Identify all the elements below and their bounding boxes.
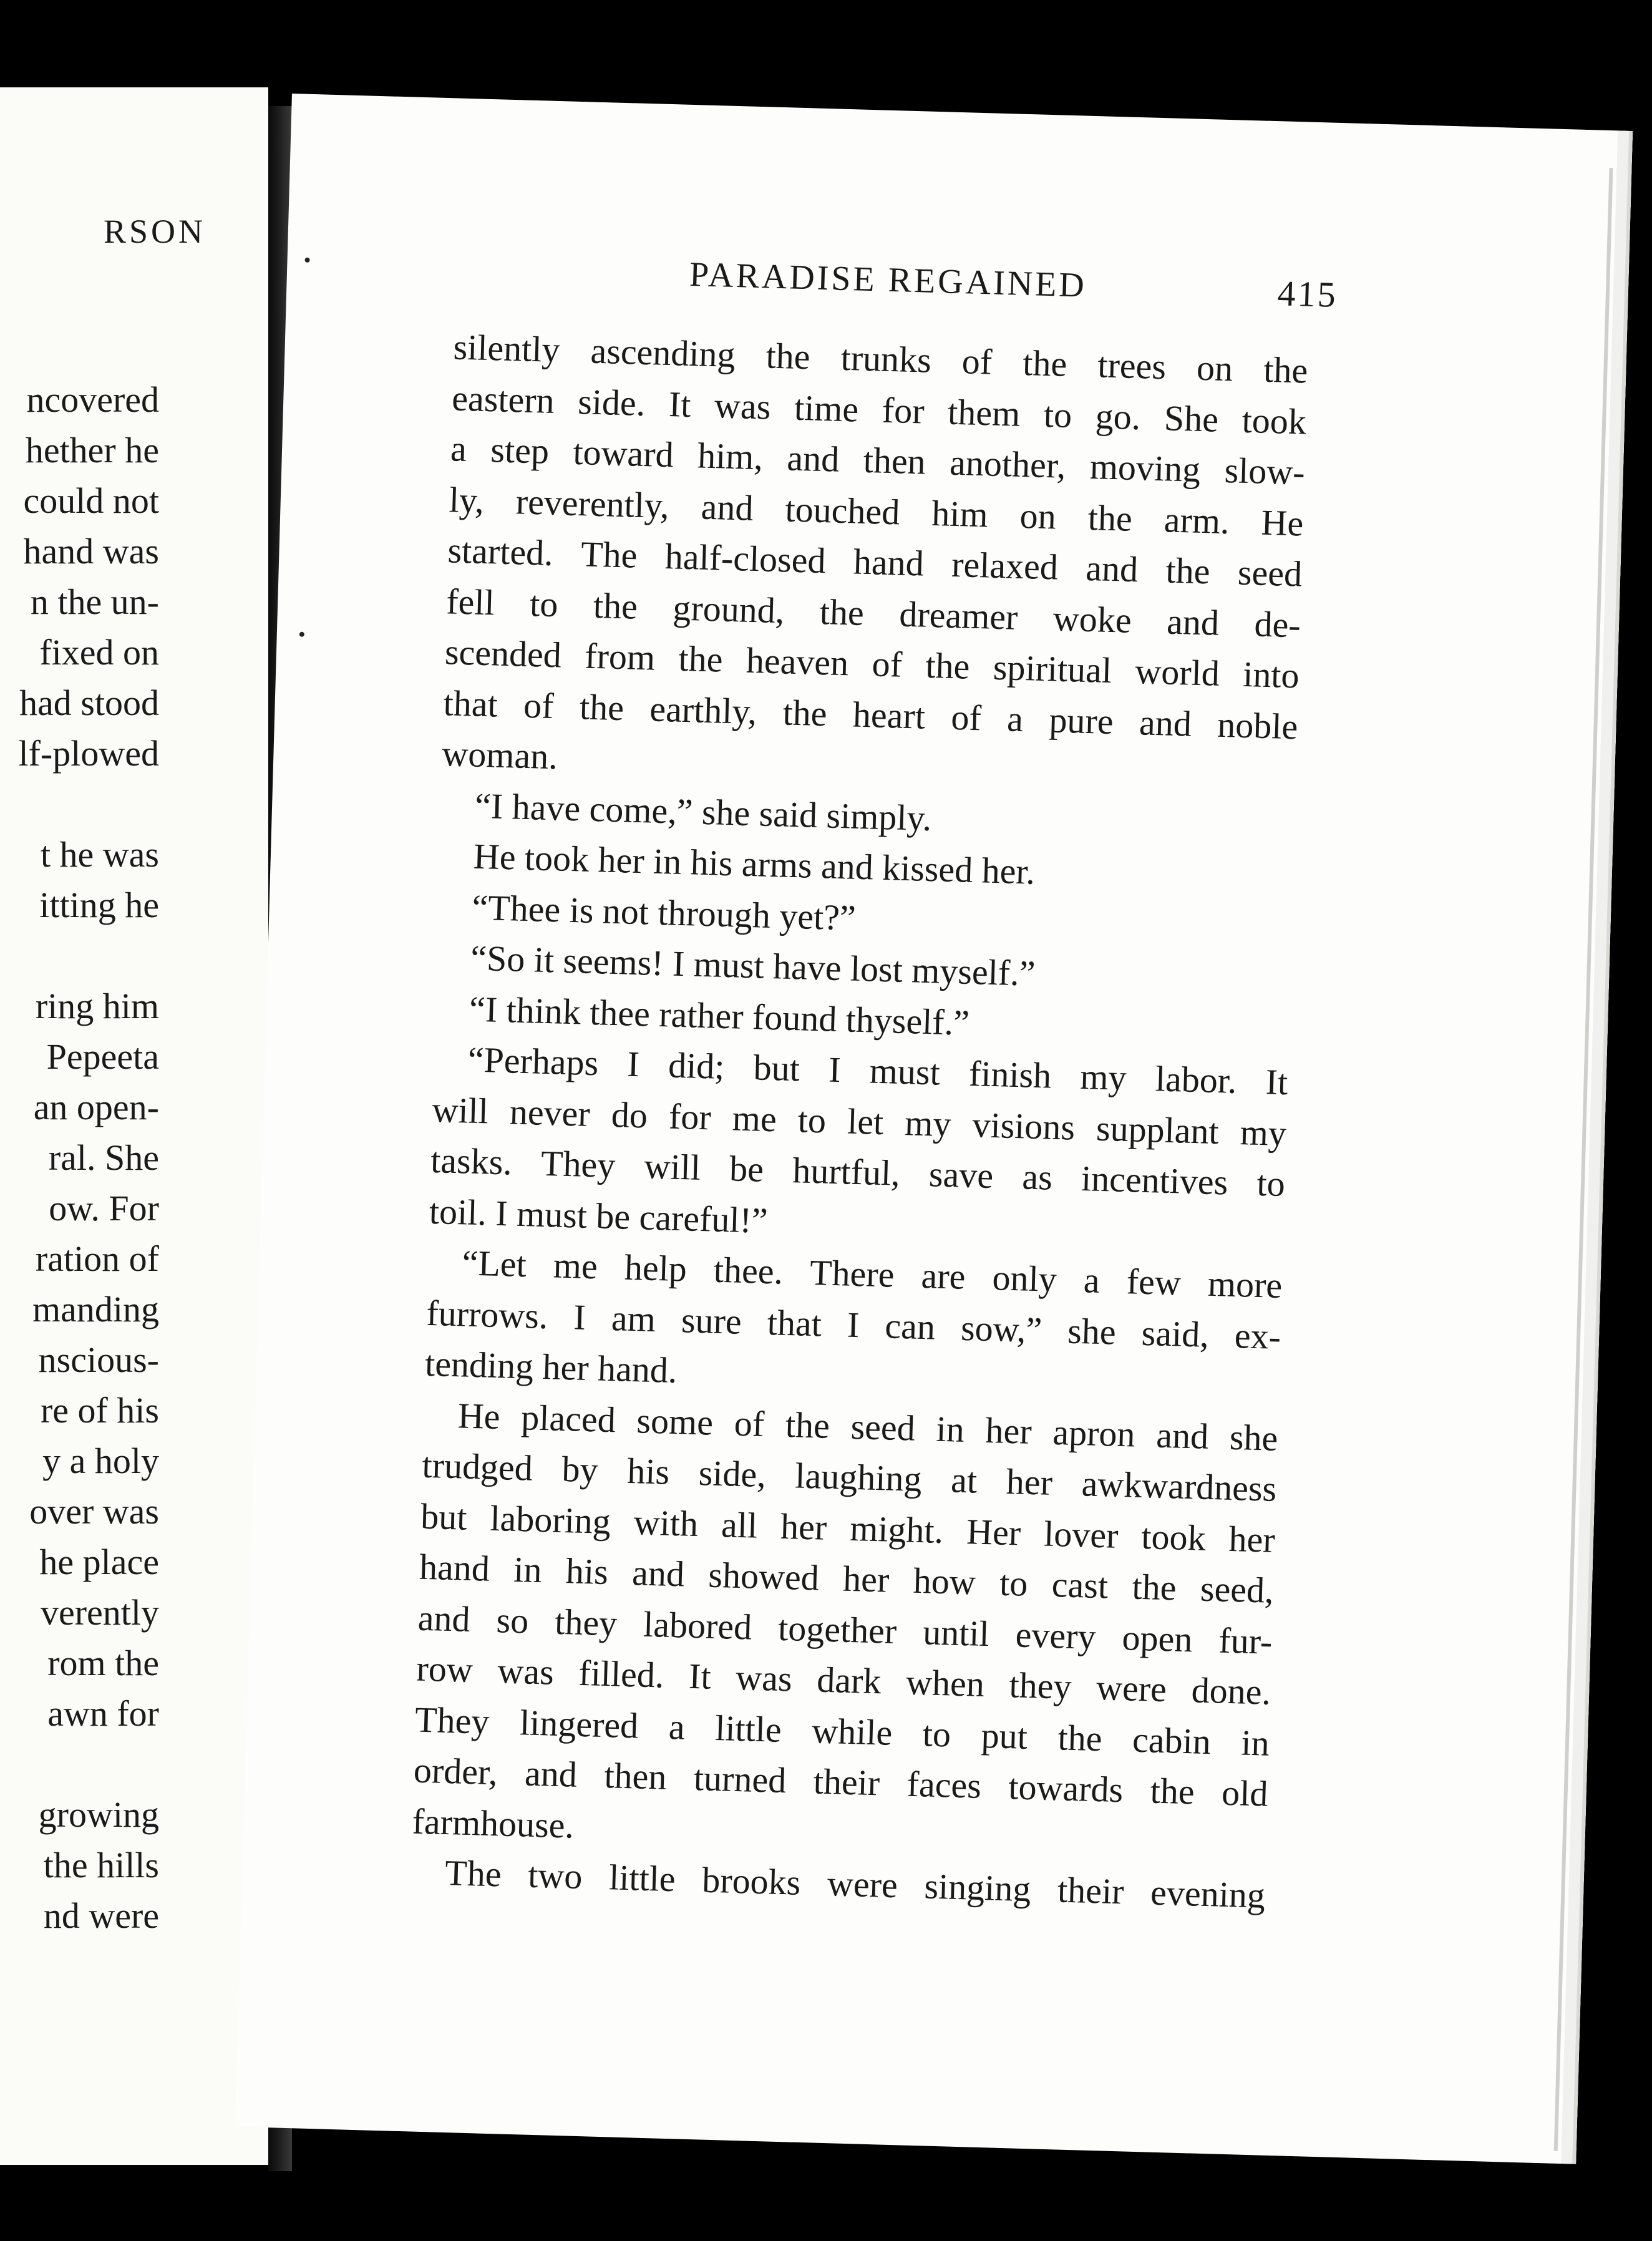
- word: when: [905, 1661, 985, 1704]
- word: the: [579, 686, 624, 728]
- word: to: [1043, 394, 1073, 435]
- word: hurtful,: [792, 1150, 901, 1193]
- word: dark: [816, 1659, 882, 1702]
- word: woke: [1052, 597, 1132, 641]
- word: the: [678, 638, 724, 680]
- left-text-line: lf-plowed: [18, 733, 159, 774]
- word: the: [1149, 1770, 1195, 1812]
- word: to: [922, 1713, 951, 1755]
- word: the: [1131, 1566, 1177, 1608]
- word: while: [811, 1709, 893, 1753]
- word: time: [794, 387, 860, 430]
- word: the: [1165, 550, 1211, 592]
- word: was: [735, 1656, 793, 1699]
- word: my: [1079, 1056, 1127, 1098]
- word: the: [765, 335, 811, 377]
- left-text-line: itting he: [39, 885, 159, 925]
- word: of: [733, 1402, 765, 1444]
- word: in: [1240, 1722, 1270, 1764]
- left-text-line: n the un-: [30, 581, 159, 622]
- word: to: [999, 1562, 1029, 1604]
- word: him,: [697, 435, 764, 478]
- word: of: [950, 696, 982, 738]
- word: her: [1228, 1518, 1276, 1560]
- word: ly,: [449, 479, 485, 521]
- word: but: [420, 1495, 468, 1538]
- word: lingered: [519, 1701, 639, 1746]
- text-line: “So it seems! I must have lost myself.”: [470, 937, 1036, 994]
- word: “Let: [461, 1242, 527, 1285]
- word: that: [442, 682, 498, 725]
- word: of: [523, 684, 555, 726]
- word: laughing: [794, 1455, 923, 1500]
- word: them: [947, 391, 1021, 434]
- word: touched: [784, 488, 901, 532]
- text-line: “I think thee rather found thyself.”: [469, 988, 970, 1043]
- word: go.: [1094, 395, 1142, 437]
- word: ex-: [1234, 1315, 1281, 1357]
- word: they: [1008, 1665, 1072, 1707]
- word: seed,: [1200, 1568, 1275, 1611]
- left-text-line: over was: [29, 1491, 159, 1532]
- word: thee.: [713, 1249, 784, 1292]
- left-text-line: fixed on: [39, 632, 159, 673]
- word: “Perhaps: [467, 1039, 600, 1084]
- word: and: [700, 486, 754, 528]
- word: open: [1121, 1616, 1193, 1660]
- word: that: [767, 1301, 822, 1344]
- left-text-line: had stood: [19, 683, 159, 723]
- word: am: [611, 1297, 656, 1339]
- word: little: [608, 1857, 676, 1900]
- word: seed: [850, 1406, 916, 1449]
- word: supplant: [1096, 1107, 1220, 1152]
- left-text-line: an open-: [33, 1087, 159, 1127]
- word: two: [527, 1854, 583, 1897]
- word: and: [786, 437, 840, 480]
- word: fell: [445, 580, 495, 623]
- word: into: [1242, 653, 1300, 696]
- word: cast: [1051, 1563, 1109, 1607]
- word: will: [431, 1089, 489, 1131]
- word: earthly,: [649, 688, 758, 732]
- word: were: [1096, 1667, 1167, 1710]
- word: I: [828, 1049, 842, 1091]
- word: I: [847, 1304, 860, 1345]
- word: a: [668, 1706, 686, 1748]
- word: her: [1006, 1461, 1053, 1503]
- word: The: [580, 533, 638, 576]
- text-line: tending her hand.: [424, 1343, 678, 1391]
- left-text-line: [0, 1739, 159, 1789]
- left-text-line: nscious-: [38, 1339, 159, 1380]
- word: are: [920, 1255, 966, 1297]
- left-page-text: [0, 374, 159, 1941]
- left-page: [0, 87, 268, 2165]
- word: side,: [697, 1452, 767, 1495]
- word: to: [797, 1099, 827, 1141]
- word: and: [1155, 1414, 1210, 1457]
- left-running-head: RSON: [103, 213, 206, 250]
- word: ascending: [590, 330, 736, 375]
- word: I: [573, 1296, 586, 1338]
- word: labored: [643, 1603, 753, 1648]
- word: heart: [852, 694, 926, 737]
- word: trees: [1097, 344, 1167, 387]
- word: then: [603, 1755, 668, 1797]
- word: the: [1263, 349, 1309, 391]
- word: side.: [577, 381, 646, 424]
- text-line: farmhouse.: [411, 1800, 575, 1846]
- word: but: [752, 1047, 800, 1089]
- word: brooks: [701, 1859, 802, 1903]
- word: It: [688, 1655, 712, 1697]
- left-text-line: [0, 930, 159, 981]
- word: sow,”: [960, 1307, 1043, 1350]
- text-line: “I have come,” she said simply.: [474, 785, 933, 839]
- word: me: [732, 1097, 777, 1139]
- word: then: [862, 439, 926, 482]
- left-text-line: ring him: [35, 986, 159, 1026]
- left-text-line: ncovered: [26, 379, 159, 420]
- word: heaven: [746, 639, 850, 684]
- word: help: [624, 1247, 688, 1290]
- word: him: [931, 492, 989, 535]
- word: step: [490, 429, 550, 472]
- word: never: [509, 1091, 591, 1134]
- word: awkwardness: [1081, 1463, 1278, 1509]
- word: cabin: [1132, 1719, 1212, 1762]
- word: the: [1057, 1716, 1103, 1759]
- word: seed: [1237, 552, 1303, 595]
- word: relaxed: [951, 543, 1059, 588]
- word: took: [1140, 1515, 1207, 1558]
- word: de-: [1253, 603, 1301, 645]
- word: and: [417, 1597, 471, 1640]
- word: row: [415, 1648, 474, 1691]
- word: the: [925, 644, 971, 687]
- word: were: [827, 1863, 898, 1906]
- word: little: [714, 1707, 782, 1750]
- text-line: woman.: [441, 733, 558, 777]
- left-text-line: [0, 779, 159, 829]
- word: me: [553, 1245, 598, 1287]
- word: few: [1125, 1261, 1182, 1303]
- word: ground,: [672, 586, 785, 631]
- word: and: [1139, 701, 1192, 744]
- left-text-line: the hills: [43, 1845, 159, 1885]
- word: a: [1083, 1260, 1101, 1301]
- word: half-closed: [664, 535, 827, 581]
- word: their: [812, 1761, 881, 1804]
- word: and: [631, 1552, 685, 1595]
- left-text-line: manding: [32, 1289, 159, 1330]
- word: and: [1085, 547, 1139, 590]
- word: world: [1134, 651, 1220, 694]
- word: laboring: [489, 1497, 611, 1542]
- word: a: [450, 428, 467, 470]
- word: some: [636, 1399, 714, 1443]
- word: in: [935, 1408, 965, 1450]
- word: spiritual: [993, 646, 1112, 691]
- word: trudged: [421, 1444, 533, 1489]
- text-line: “Thee is not through yet?”: [471, 887, 857, 938]
- word: was: [714, 384, 772, 427]
- word: apron: [1052, 1411, 1136, 1455]
- word: labor.: [1155, 1058, 1238, 1101]
- word: sure: [681, 1299, 742, 1342]
- word: evening: [1150, 1872, 1266, 1916]
- left-text-line: he place: [39, 1542, 159, 1582]
- left-text-line: awn for: [47, 1693, 159, 1734]
- word: I: [626, 1043, 640, 1085]
- word: the: [819, 591, 865, 633]
- word: can: [884, 1305, 936, 1348]
- word: arm.: [1164, 498, 1230, 542]
- left-text-line: ration of: [35, 1238, 159, 1279]
- word: his: [626, 1450, 670, 1492]
- word: to: [1256, 1162, 1286, 1205]
- word: It: [668, 383, 692, 425]
- word: the: [1087, 497, 1133, 539]
- word: a: [1006, 698, 1024, 739]
- word: as: [1021, 1156, 1053, 1198]
- word: fur-: [1218, 1619, 1273, 1662]
- word: trunks: [840, 337, 932, 381]
- word: noble: [1217, 704, 1299, 747]
- page-number: 415: [1276, 273, 1338, 315]
- word: did;: [668, 1044, 726, 1087]
- word: incentives: [1081, 1158, 1229, 1203]
- word: on: [1196, 347, 1234, 389]
- body-text: [410, 321, 1308, 1921]
- left-text-line: y a holy: [42, 1441, 159, 1481]
- word: and: [1166, 600, 1220, 643]
- word: only: [991, 1257, 1057, 1300]
- word: the: [593, 585, 638, 627]
- word: her: [780, 1505, 828, 1548]
- word: of: [871, 643, 903, 685]
- word: more: [1207, 1263, 1283, 1306]
- word: She: [1164, 397, 1219, 440]
- word: at: [950, 1459, 978, 1501]
- word: reverently,: [515, 480, 670, 526]
- word: will: [643, 1145, 701, 1188]
- word: put: [980, 1714, 1028, 1757]
- word: old: [1221, 1772, 1269, 1814]
- word: their: [1057, 1869, 1125, 1912]
- left-text-line: verently: [40, 1592, 159, 1633]
- word: He: [457, 1394, 501, 1437]
- word: furrows.: [425, 1292, 549, 1336]
- word: she: [1067, 1310, 1117, 1353]
- word: her: [842, 1558, 890, 1600]
- word: scended: [444, 631, 562, 676]
- word: filled.: [578, 1652, 665, 1696]
- word: They: [540, 1142, 616, 1186]
- word: faces: [906, 1763, 982, 1806]
- word: save: [928, 1154, 994, 1197]
- left-text-line: re of his: [40, 1390, 159, 1431]
- word: the: [782, 691, 828, 734]
- left-text-line: ral. She: [48, 1137, 159, 1178]
- word: she: [1229, 1416, 1279, 1459]
- word: by: [561, 1448, 599, 1490]
- word: the: [1022, 342, 1068, 384]
- word: started.: [447, 530, 554, 573]
- word: and: [524, 1752, 578, 1795]
- word: until: [922, 1611, 990, 1654]
- word: They: [414, 1699, 490, 1742]
- word: order,: [413, 1749, 498, 1793]
- word: all: [721, 1504, 759, 1546]
- word: his: [565, 1550, 609, 1593]
- word: let: [847, 1101, 885, 1142]
- word: towards: [1008, 1766, 1124, 1811]
- word: visions: [971, 1104, 1076, 1148]
- word: lover: [1043, 1513, 1119, 1556]
- word: together: [777, 1607, 898, 1651]
- word: every: [1014, 1613, 1097, 1657]
- word: There: [809, 1252, 895, 1295]
- word: tasks.: [430, 1139, 513, 1183]
- word: they: [554, 1601, 618, 1643]
- word: slow-: [1223, 449, 1306, 493]
- word: moving: [1089, 445, 1202, 490]
- left-text-line: hether he: [25, 430, 159, 470]
- left-text-line: nd were: [43, 1895, 159, 1936]
- text-line: toil. I must be careful!”: [429, 1190, 769, 1241]
- word: toward: [572, 431, 674, 475]
- word: might.: [849, 1507, 945, 1551]
- left-text-line: rom the: [47, 1643, 159, 1683]
- word: must: [869, 1050, 941, 1093]
- word: my: [904, 1102, 952, 1144]
- word: The: [444, 1852, 502, 1895]
- word: said,: [1140, 1312, 1210, 1355]
- word: on: [1019, 495, 1057, 537]
- left-text-line: t he was: [40, 834, 159, 875]
- margin-mark: [299, 632, 304, 637]
- word: from: [584, 635, 656, 678]
- word: turned: [693, 1757, 787, 1801]
- margin-mark: [304, 258, 309, 263]
- word: her: [984, 1409, 1032, 1452]
- word: another,: [949, 442, 1067, 486]
- word: took: [1241, 399, 1307, 442]
- word: how: [912, 1560, 976, 1603]
- left-text-line: could not: [23, 480, 159, 521]
- word: in: [513, 1548, 543, 1591]
- word: pure: [1048, 699, 1114, 742]
- left-text-line: Pepeeta: [46, 1036, 159, 1077]
- word: showed: [707, 1554, 820, 1598]
- word: placed: [520, 1396, 616, 1440]
- word: singing: [923, 1865, 1032, 1910]
- word: to: [529, 583, 559, 625]
- word: He: [1260, 502, 1305, 544]
- word: so: [495, 1599, 530, 1641]
- word: for: [668, 1096, 712, 1137]
- word: silently: [452, 326, 561, 371]
- word: dreamer: [898, 593, 1019, 638]
- left-text-line: growing: [38, 1794, 159, 1835]
- word: with: [633, 1501, 699, 1544]
- word: do: [611, 1094, 648, 1136]
- word: eastern: [451, 377, 555, 421]
- word: was: [497, 1650, 555, 1693]
- word: Her: [966, 1510, 1022, 1553]
- word: finish: [968, 1052, 1052, 1096]
- left-text-line: ow. For: [49, 1188, 159, 1228]
- word: hand: [853, 541, 925, 584]
- text-line: He took her in his arms and kissed her.: [473, 835, 1036, 892]
- word: the: [785, 1404, 830, 1446]
- word: of: [961, 341, 993, 382]
- word: hand: [419, 1546, 490, 1589]
- word: It: [1265, 1061, 1289, 1103]
- left-text-line: hand was: [23, 531, 159, 571]
- word: my: [1239, 1111, 1287, 1154]
- word: done.: [1190, 1670, 1271, 1713]
- right-page: [235, 94, 1633, 2164]
- word: for: [882, 389, 925, 431]
- running-head: PARADISE REGAINED: [689, 255, 1087, 305]
- word: be: [729, 1148, 764, 1190]
